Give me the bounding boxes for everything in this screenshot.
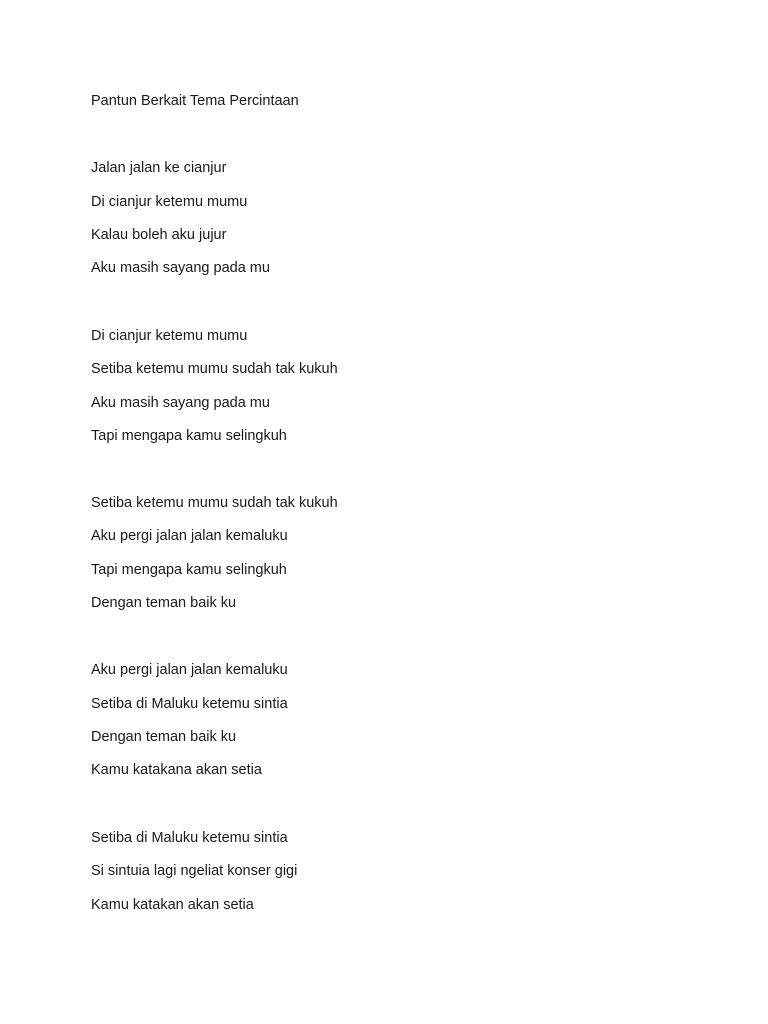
verse-line: Di cianjur ketemu mumu <box>91 328 248 344</box>
verse-line: Di cianjur ketemu mumu <box>91 194 248 210</box>
verse-line: Aku masih sayang pada mu <box>91 395 270 411</box>
verse-line: Aku pergi jalan jalan kemaluku <box>91 528 288 544</box>
verse-line: Aku pergi jalan jalan kemaluku <box>91 662 288 678</box>
verse-line: Tapi mengapa kamu selingkuh <box>91 428 287 444</box>
verse-line: Kamu katakana akan setia <box>91 762 262 778</box>
verse-line: Si sintuia lagi ngeliat konser gigi <box>91 863 298 879</box>
verse-line: Kalau boleh aku jujur <box>91 227 227 243</box>
verse-line: Setiba ketemu mumu sudah tak kukuh <box>91 361 338 377</box>
verse-line: Kamu katakan akan setia <box>91 897 254 913</box>
verse-line: Dengan teman baik ku <box>91 595 237 611</box>
verse-line: Jalan jalan ke cianjur <box>91 160 227 176</box>
verse-line: Tapi mengapa kamu selingkuh <box>91 562 287 578</box>
verse-line: Setiba di Maluku ketemu sintia <box>91 830 288 846</box>
document-title: Pantun Berkait Tema Percintaan <box>91 93 299 109</box>
verse-line: Setiba di Maluku ketemu sintia <box>91 696 288 712</box>
verse-line: Dengan teman baik ku <box>91 729 237 745</box>
verse-line: Aku masih sayang pada mu <box>91 260 270 276</box>
verse-line: Setiba ketemu mumu sudah tak kukuh <box>91 495 338 511</box>
